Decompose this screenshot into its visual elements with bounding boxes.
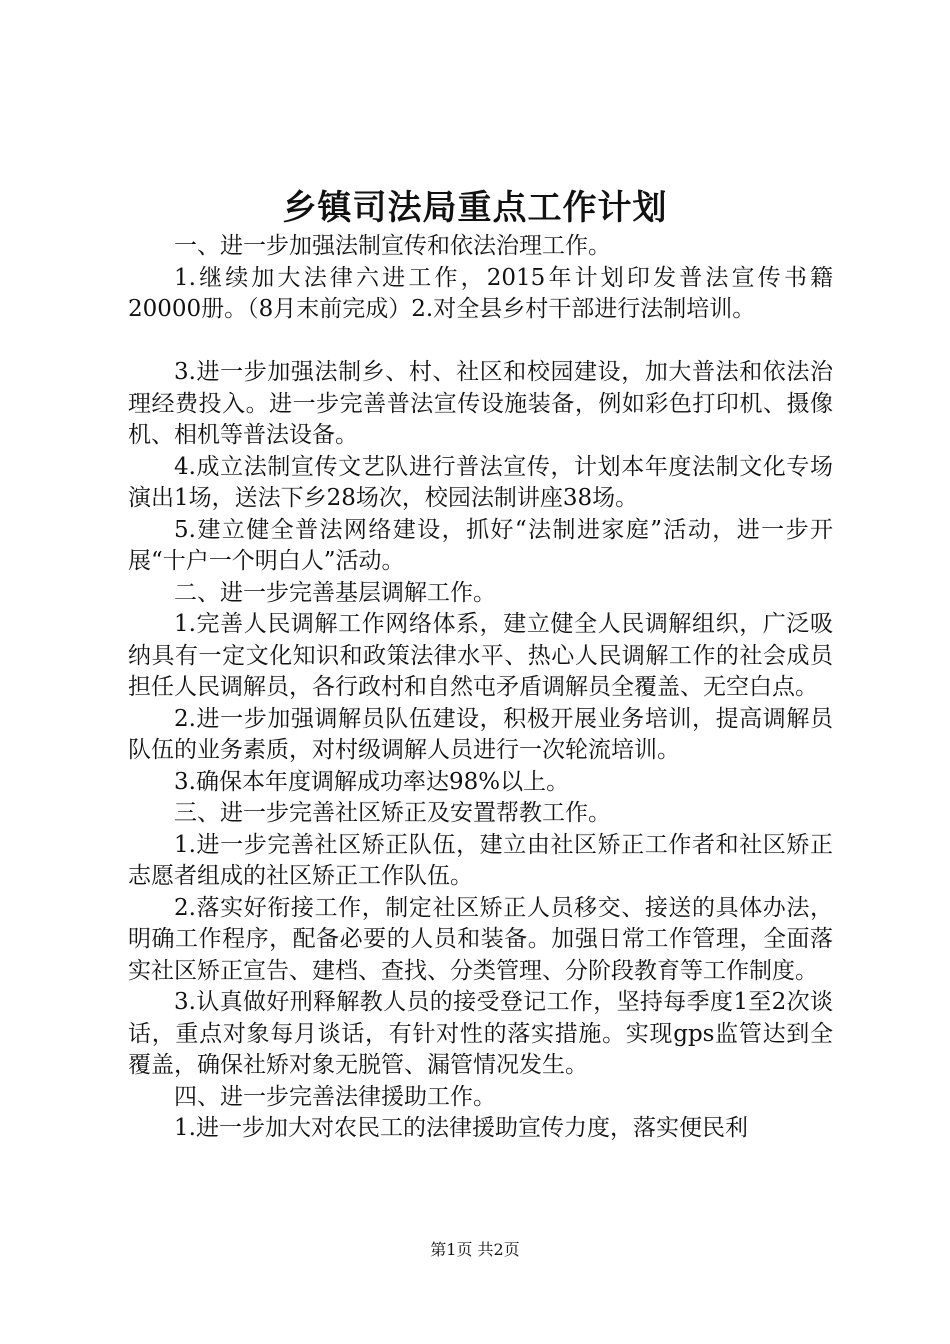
paragraph-1-3: 3.进一步加强法制乡、村、社区和校园建设，加大普法和依法治理经费投入。进一步完善普法宣传设施装备，例如彩色打印机、摄像机、相机等普法设备。 [128, 359, 833, 448]
paragraph-4-1: 1.进一步加大对农民工的法律援助宣传力度，落实便民利 [174, 1115, 748, 1141]
page-number-footer: 第1页 共2页 [430, 1240, 520, 1259]
paragraph-2-3: 3.确保本年度调解成功率达98%以上。 [174, 768, 570, 795]
paragraph-1-1: 1.继续加大法律六进工作，2015年计划印发普法宣传书籍20000册。（8月末前完成）2.对全县乡村干部进行法制培训。 [128, 264, 833, 322]
paragraph-1-4: 4.成立法制宣传文艺队进行普法宣传，计划本年度法制文化专场演出1场，送法下乡28场次，校园法制讲座38场。 [128, 453, 833, 511]
section-heading-4: 四、进一步完善法律援助工作。 [174, 1083, 496, 1110]
document-body [128, 231, 833, 1145]
paragraph-3-2: 2.落实好衔接工作，制定社区矫正人员移交、接送的具体办法，明确工作程序，配备必要的人员和装备。加强日常工作管理，全面落实社区矫正宣告、建档、查找、分类管理、分阶段教育等工作制度。 [128, 894, 833, 984]
section-heading-2: 二、进一步完善基层调解工作。 [174, 579, 496, 606]
paragraph-3-3: 3.认真做好刑释解教人员的接受登记工作，坚持每季度1至2次谈话，重点对象每月谈话，有针对性的落实措施。实现gps监管达到全覆盖，确保社矫对象无脱管、漏管情况发生。 [128, 989, 833, 1078]
paragraph-3-1: 1.进一步完善社区矫正队伍，建立由社区矫正工作者和社区矫正志愿者组成的社区矫正工作队伍。 [128, 831, 833, 889]
document-title: 乡镇司法局重点工作计划 [282, 188, 668, 228]
section-heading-3: 三、进一步完善社区矫正及安置帮教工作。 [174, 800, 611, 826]
paragraph-2-1: 1.完善人民调解工作网络体系，建立健全人民调解组织，广泛吸纳具有一定文化知识和政策法律水平、热心人民调解工作的社会成员担任人民调解员，各行政村和自然屯矛盾调解员全覆盖、无空白点。 [128, 611, 833, 700]
paragraph-2-2: 2.进一步加强调解员队伍建设，积极开展业务培训，提高调解员队伍的业务素质，对村级调解人员进行一次轮流培训。 [128, 705, 833, 763]
paragraph-1-5: 5.建立健全普法网络建设，抓好“法制进家庭”活动，进一步开展“十户一个明白人”活动。 [128, 516, 833, 574]
section-heading-1: 一、进一步加强法制宣传和依法治理工作。 [174, 233, 611, 259]
